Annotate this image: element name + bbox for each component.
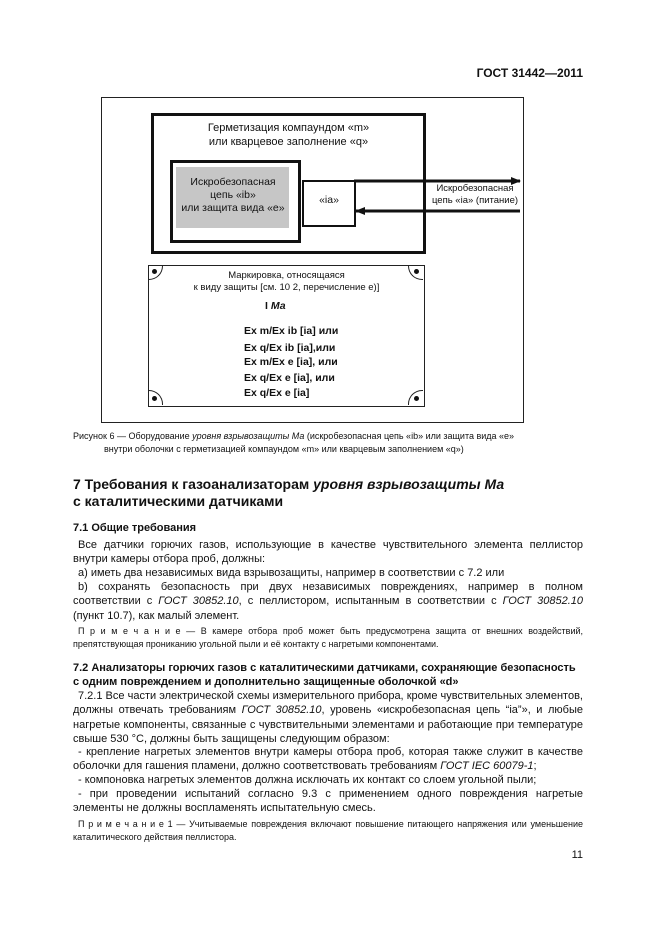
ex-marking-line: Ex q/Ex ib [ia],или <box>244 342 336 354</box>
p721-text: , уровень «искробезопасная цепь “ia”», и любые нагретые компоненты, связанные с чувствительными элементами и работающие при температуре свыше 530 °С, должны быть защищены следующим образом: <box>73 704 583 746</box>
section-title-level: уровня взрывозащиты Ма <box>313 476 505 492</box>
note-text: — Учитываемые повреждения включают повышение питающего напряжения или уменьшение каталитического действия пеллистора. <box>73 819 583 842</box>
note-text: — В камере отбора проб может быть предусмотрена защита от внешних воздействий, препятствующая прониканию угольной пыли и её контакту с нагретыми компонентами. <box>73 626 583 649</box>
ia-circuit-label: «ia» <box>319 194 339 206</box>
d1-text: ; <box>533 760 537 773</box>
subsection-7-2-heading <box>73 661 593 689</box>
group-i: I <box>265 300 271 312</box>
ex-marking-line: Ex m/Ex ib [ia] или <box>244 325 339 337</box>
d1-text: - крепление нагретых элементов внутри камеры отбора проб, которая также служит в качестве оболочки для гашения пламени, должно соответствовать требованиям <box>73 746 583 773</box>
page-number: 11 <box>571 849 583 861</box>
ia-supply-label-line-2: цепь «ia» (питание) <box>431 195 519 206</box>
ib-label-line-3: или защита вида «е» <box>181 202 285 214</box>
screw-icon <box>414 396 419 401</box>
b-text: (пункт 10.7), как малый элемент. <box>73 609 240 622</box>
marking-line-2: к виду защиты [см. 10 2, перечисление е)] <box>193 282 380 293</box>
b-text: , с пеллистором, испытанным в соответствии с <box>238 595 503 608</box>
note-7-1 <box>73 625 583 651</box>
caption-level: уровня взрывозащиты Ма <box>192 431 305 441</box>
list-item-b <box>73 580 583 623</box>
document-header: ГОСТ 31442—2011 <box>476 66 583 80</box>
list-item-a: a) иметь два независимых вида взрывозащиты, например в соответствии с 7.2 или <box>78 567 505 579</box>
ex-marking-line: Ex q/Ex e [ia] <box>244 387 310 399</box>
ia-supply-label-line-1: Искробезопасная <box>436 183 514 194</box>
caption-line-2: внутри оболочки с герметизацией компаундом «m» или кварцевым заполнением «q») <box>104 444 464 454</box>
section-7-heading <box>73 476 593 510</box>
ex-marking-line: Ex m/Ex e [ia], или <box>244 356 338 368</box>
protection-level-mark <box>265 300 286 312</box>
dash-item-3: - при проведении испытаний согласно 9.3 с применением одного повреждения нагретые элементы не должны воспламенять испытательную смесь. <box>73 788 583 815</box>
ib-label-line-1: Искробезопасная <box>190 176 276 188</box>
marking-line-1: Маркировка, относящаяся <box>228 270 345 281</box>
encapsulation-title-line-2: или кварцевое заполнение «q» <box>208 136 369 148</box>
subsection-7-2-line-2: с одним повреждением и дополнительно защищенные оболочкой «d» <box>73 676 459 688</box>
note-label: П р и м е ч а н и е 1 <box>78 819 173 829</box>
marking-plate-title <box>148 270 425 294</box>
figure-caption <box>73 430 583 456</box>
ex-marking-line: Ex q/Ex e [ia], или <box>244 372 335 384</box>
section-title-part: 7 Требования к газоанализаторам <box>73 476 314 492</box>
note-label: П р и м е ч а н и е <box>78 626 181 636</box>
subsection-7-1-heading: 7.1 Общие требования <box>73 522 197 534</box>
dash-item-1 <box>73 745 583 774</box>
b-text: b) сохранять безопасность при двух независимых повреждениях, например в полном соответствии с <box>73 581 583 608</box>
p721-standard-ref: ГОСТ 30852.10 <box>241 704 322 717</box>
d1-standard-ref: ГОСТ IEC 60079-1 <box>440 760 534 773</box>
ib-label-line-2: цепь «ib» <box>210 189 256 201</box>
caption-prefix: Рисунок 6 — Оборудование <box>73 431 193 441</box>
subsection-7-2-line-1: 7.2 Анализаторы горючих газов с каталитическими датчиками, сохраняющие безопасность <box>73 662 576 674</box>
b-standard-ref: ГОСТ 30852.10 <box>158 595 239 608</box>
ia-supply-label <box>419 183 531 207</box>
level-ma: Ма <box>270 300 286 312</box>
paragraph-7-1: Все датчики горючих газов, использующие в качестве чувствительного элемента пеллистор внутри камеры отбора проб, должны: <box>73 539 583 566</box>
caption-rest: (искробезопасная цепь «ib» или защита вида «е» <box>304 431 515 441</box>
section-title-line-2: с каталитическими датчиками <box>73 493 284 509</box>
screw-icon <box>152 396 157 401</box>
b-standard-ref: ГОСТ 30852.10 <box>502 595 583 608</box>
p721-text: 7.2.1 Все части электрической схемы измерительного прибора, кроме чувствительных элементов, должны отвечать требованиям <box>73 690 583 717</box>
note-7-2-1 <box>73 818 583 844</box>
dash-item-2: - компоновка нагретых элементов должна исключать их контакт со слоем угольной пыли; <box>78 774 537 786</box>
encapsulation-title-line-1: Герметизация компаундом «m» <box>207 122 370 134</box>
paragraph-7-2-1 <box>73 689 583 747</box>
